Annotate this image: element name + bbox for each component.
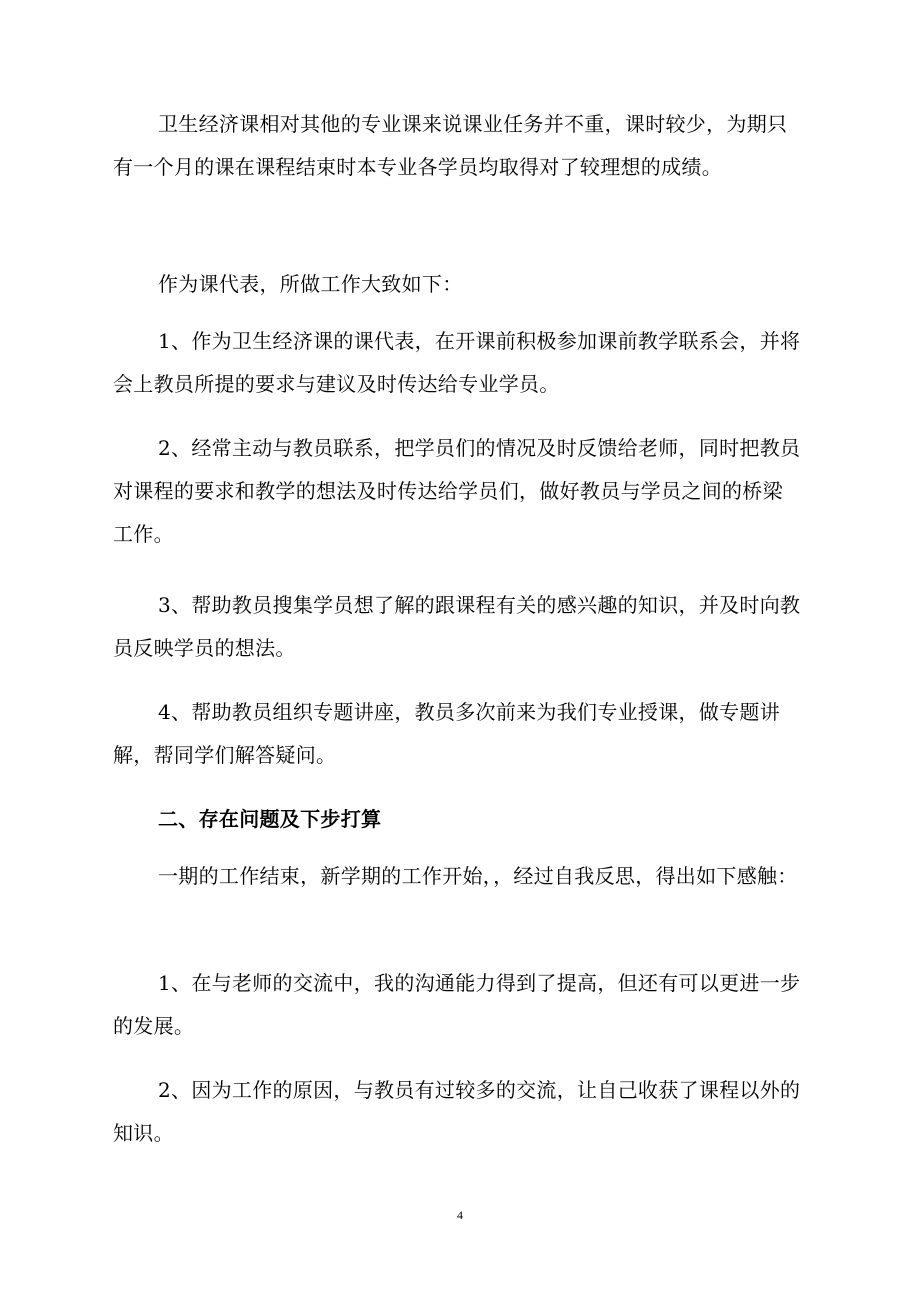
paragraph-duty-2: 2、经常主动与教员联系，把学员们的情况及时反馈给老师，同时把教员对课程的要求和教学的想法及时传达给学员们，做好教员与学员之间的桥梁工作。 xyxy=(113,436,801,546)
paragraph-reflection-intro: 一期的工作结束，新学期的工作开始，，经过自我反思，得出如下感触： xyxy=(158,864,798,888)
paragraph-duty-1: 1、作为卫生经济课的课代表，在开课前积极参加课前教学联系会，并将会上教员所提的要求与建议及时传达给专业学员。 xyxy=(113,329,801,396)
paragraph-intro: 卫生经济课相对其他的专业课来说课业任务并不重，课时较少，为期只有一个月的课在课程结束时本专业各学员均取得对了较理想的成绩。 xyxy=(113,112,788,179)
paragraph-duty-4: 4、帮助教员组织专题讲座，教员多次前来为我们专业授课，做专题讲解，帮同学们解答疑问。 xyxy=(113,700,781,767)
paragraph-reflection-2: 2、因为工作的原因，与教员有过较多的交流，让自己收获了课程以外的知识。 xyxy=(113,1078,801,1145)
paragraph-duties-intro: 作为课代表，所做工作大致如下： xyxy=(158,272,463,296)
page-number: 4 xyxy=(457,1208,463,1222)
paragraph-reflection-1: 1、在与老师的交流中，我的沟通能力得到了提高，但还有可以更进一步的发展。 xyxy=(113,971,801,1038)
section-heading: 二、存在问题及下步打算 xyxy=(158,807,382,831)
paragraph-duty-3: 3、帮助教员搜集学员想了解的跟课程有关的感兴趣的知识，并及时向教员反映学员的想法。 xyxy=(113,593,801,660)
